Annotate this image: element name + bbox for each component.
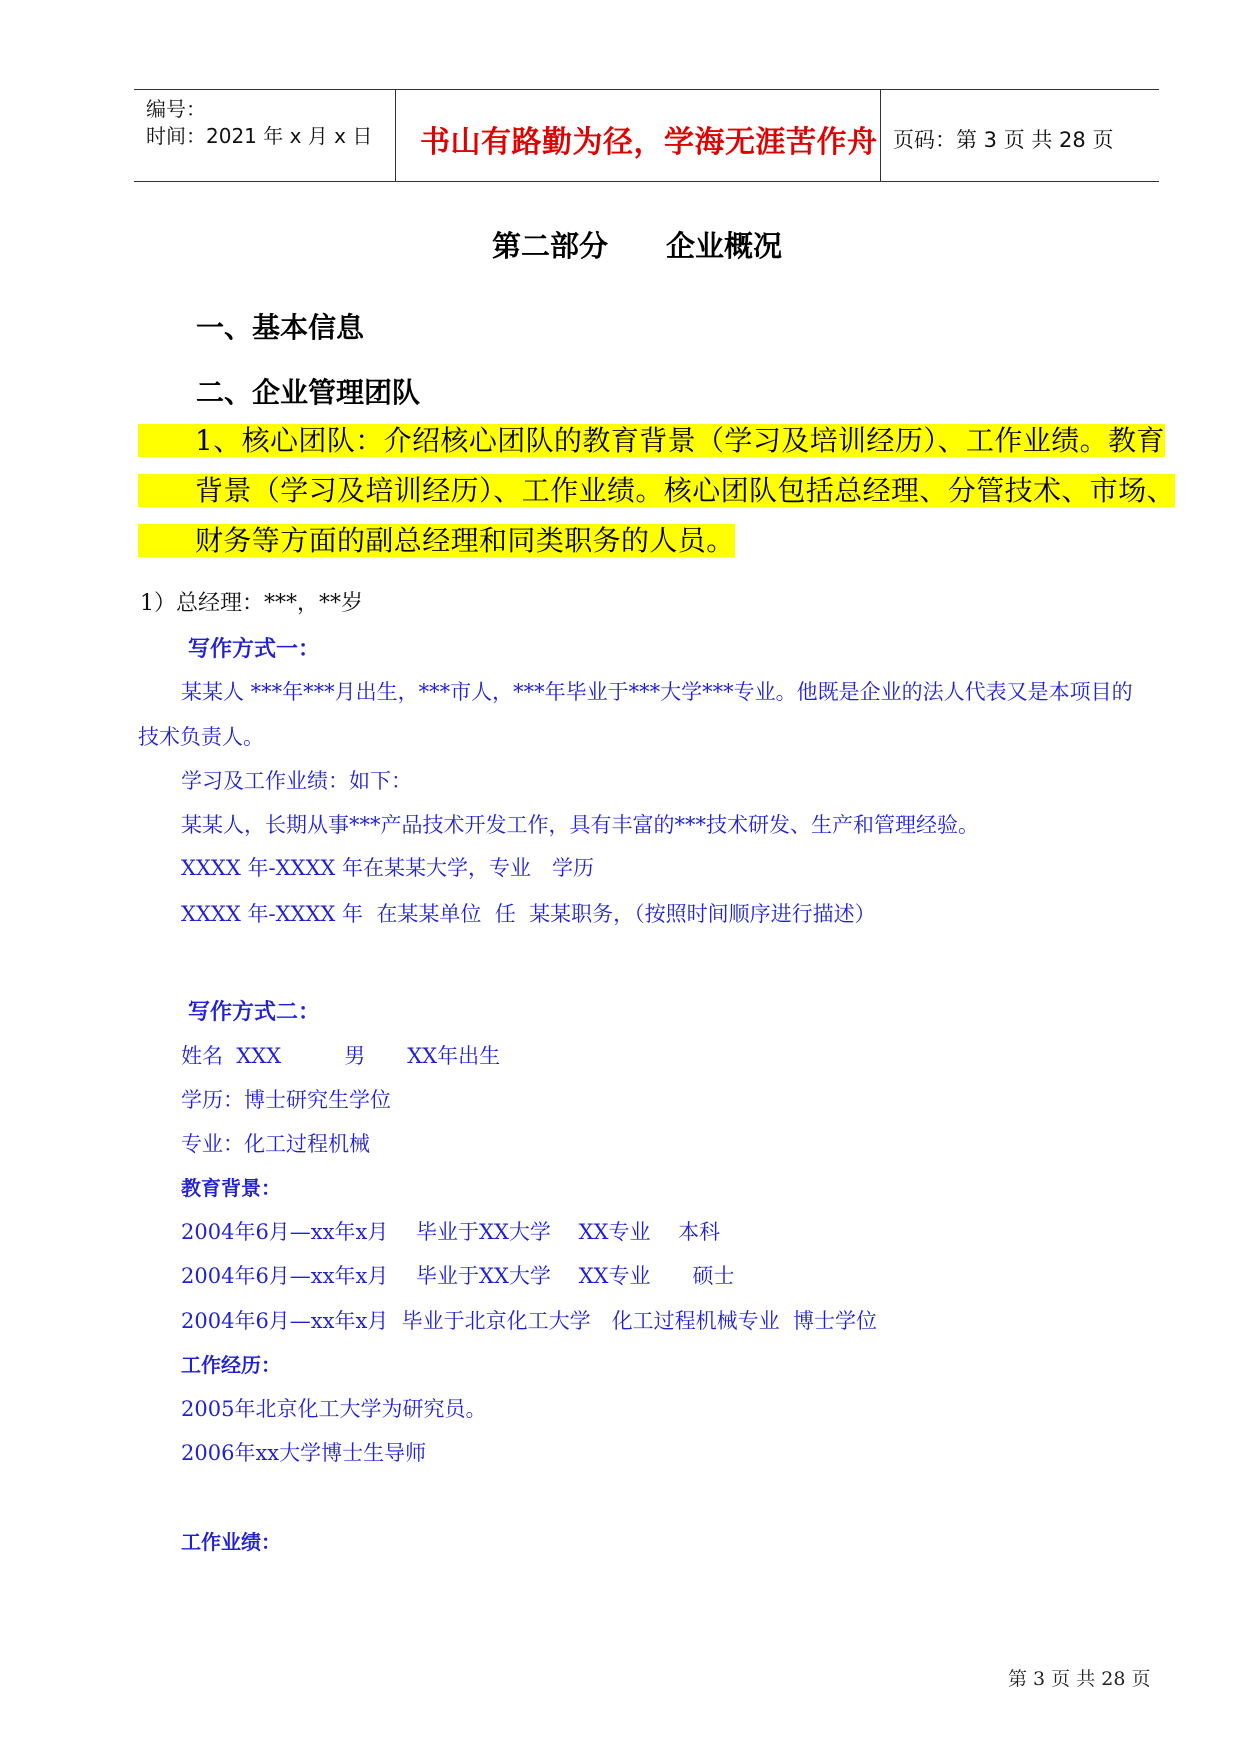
style-one-line: XXXX 年-XXXX 年在某某大学，专业 学历 bbox=[181, 856, 595, 880]
achievements-heading: 工作业绩： bbox=[181, 1530, 281, 1554]
education-line: 2004年6月—xx年x月 毕业于XX大学 XX专业 本科 bbox=[181, 1220, 721, 1244]
education-line: 2004年6月—xx年x月 毕业于北京化工大学 化工过程机械专业 博士学位 bbox=[181, 1309, 878, 1333]
header-top-rule bbox=[134, 89, 1159, 90]
footer-page-number[interactable]: 第 3 页 共 28 页 bbox=[1008, 1668, 1151, 1690]
page-title: 第二部分 企业概况 bbox=[492, 229, 783, 263]
style-one-line: 学习及工作业绩：如下： bbox=[181, 769, 412, 793]
header-page-indicator[interactable]: 页码：第 3 页 共 28 页 bbox=[893, 128, 1114, 152]
style-two-line: 学历：博士研究生学位 bbox=[181, 1088, 391, 1112]
general-manager-line: 1）总经理：***，**岁 bbox=[140, 591, 363, 616]
work-history-heading: 工作经历： bbox=[181, 1353, 281, 1377]
work-history-line: 2005年北京化工大学为研究员。 bbox=[181, 1397, 487, 1421]
style-two-line: 姓名 XXX 男 XX年出生 bbox=[181, 1044, 501, 1068]
core-team-highlighted-text: 1、核心团队：介绍核心团队的教育背景（学习及培训经历）、工作业绩。教育背景（学习及培训经历）、工作业绩。核心团队包括总经理、分管技术、市场、财务等方面的副总经理和同类职务的人员。 bbox=[138, 424, 1175, 557]
style-one-line: 某某人 ***年***月出生，***市人，***年毕业于***大学***专业。他既是企业的法人代表又是本项目的 bbox=[181, 680, 1133, 704]
education-heading: 教育背景： bbox=[181, 1176, 281, 1200]
style-one-line: 技术负责人。 bbox=[138, 725, 264, 749]
section-basic-info: 一、基本信息 bbox=[196, 311, 365, 344]
document-time-label: 时间：2021 年 x 月 x 日 bbox=[146, 124, 373, 148]
style-two-line: 专业：化工过程机械 bbox=[181, 1132, 370, 1156]
header-divider-right bbox=[880, 89, 881, 181]
style-one-line: XXXX 年-XXXX 年 在某某单位 任 某某职务，（按照时间顺序进行描述） bbox=[181, 902, 876, 926]
writing-style-one-heading: 写作方式一： bbox=[188, 637, 321, 662]
style-one-line: 某某人，长期从事***产品技术开发工作，具有丰富的***技术研发、生产和管理经验。 bbox=[181, 813, 979, 837]
header-divider-left bbox=[395, 89, 396, 181]
document-number-label: 编号： bbox=[146, 97, 206, 121]
header-bottom-rule bbox=[134, 181, 1159, 182]
section-management-team: 二、企业管理团队 bbox=[196, 376, 421, 409]
writing-style-two-heading: 写作方式二： bbox=[188, 1000, 321, 1025]
header-motto: 书山有路勤为径，学海无涯苦作舟 bbox=[420, 125, 878, 160]
education-line: 2004年6月—xx年x月 毕业于XX大学 XX专业 硕士 bbox=[181, 1264, 735, 1288]
work-history-line: 2006年xx大学博士生导师 bbox=[181, 1441, 427, 1465]
core-team-paragraph bbox=[138, 416, 1188, 566]
